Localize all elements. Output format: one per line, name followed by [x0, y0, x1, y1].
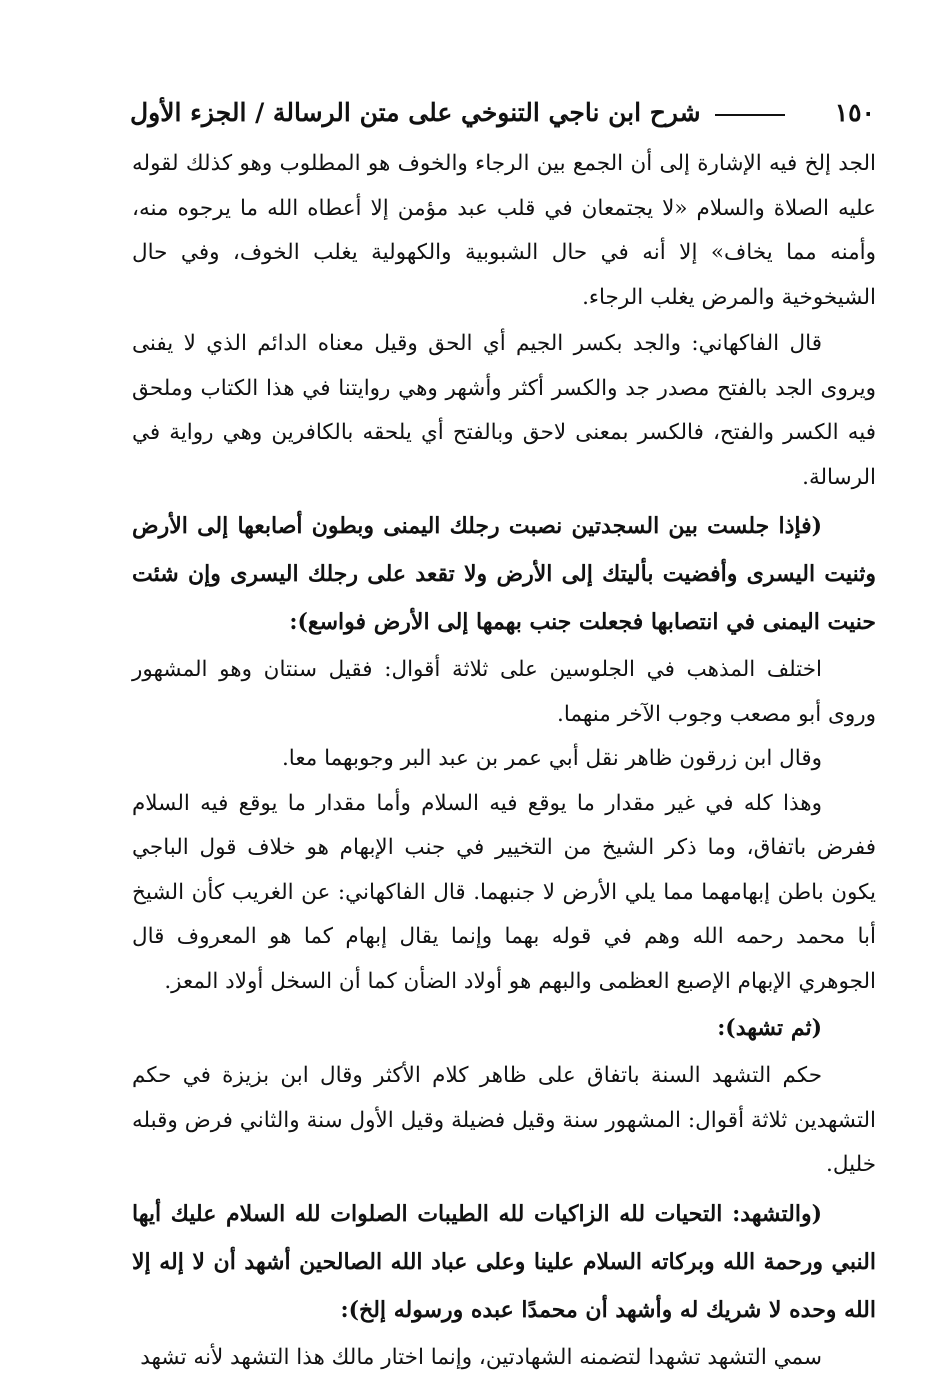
- running-header: [130, 92, 875, 132]
- paragraph-fakihani-jadd: قال الفاكهاني: والجد بكسر الجيم أي الحق وقيل معناه الدائم الذي لا يفنى ويروى الجد بالفتح مصدر جد والكسر أكثر وأشهر وهي روايتنا في هذا الكتاب وملحق فيه الكسر والفتح، فالكسر بمعنى لاحق وبالفتح أي يلحقه بالكافرين وهي رواية في الرسالة.: [132, 331, 876, 490]
- matn-tashahhud-text: (والتشهد: التحيات لله الزاكيات لله الطيبات الصلوات لله السلام عليك أيها النبي ورحمة الله وبركاته السلام علينا وعلى عباد الله الصالحين أشهد أن لا إله إلا الله وحده لا شريك له وأشهد أن محمدًا عبده ورسوله إلخ):: [132, 1200, 876, 1323]
- paragraph-salam-obligation: وهذا كله في غير مقدار ما يوقع فيه السلام وأما مقدار ما يوقع فيه السلام ففرض باتفاق، وما ذكر الشيخ من التخيير في جنب الإبهام هو خلاف قول الباجي يكون باطن إبهامهما مما يلي الأرض لا جنبهما. قال الفاكهاني: عن الغريب كأن الشيخ أبا محمد رحمه الله وهم في قوله بهما وإنما يقال إبهام كما هو المعروف قال الجوهري الإبهام الإصبع العظمى والبهم هو أولاد الضأن كما أن السخل أولاد المعز.: [132, 790, 876, 994]
- paragraph-ibn-zarqun: وقال ابن زرقون ظاهر نقل أبي عمر بن عبد البر وجوبهما معا.: [281, 746, 822, 771]
- running-title: شرح ابن ناجي التنوخي على متن الرسالة / الجزء الأول: [130, 97, 701, 127]
- matn-sitting-between-prostrations: (فإذا جلست بين السجدتين نصبت رجلك اليمنى وبطون أصابعها إلى الأرض وثنيت اليسرى وأفضيت بأليتك إلى الأرض ولا تقعد على رجلك اليسرى وإن شئت حنيت اليمنى في انتصابها فجعلت جنب بهمها إلى الأرض فواسع):: [132, 513, 876, 635]
- paragraph-tashahhud-naming: سمي التشهد تشهدا لتضمنه الشهادتين، وإنما اختار مالك هذا التشهد لأنه تشهد: [140, 1344, 822, 1370]
- header-rule: [715, 114, 785, 116]
- matn-then-tashahhud: (ثم تشهد):: [717, 1015, 822, 1041]
- paragraph-tashahhud-ruling: حكم التشهد السنة باتفاق على ظاهر كلام الأكثر وقال ابن بزيزة في حكم التشهدين ثلاثة أقوال: المشهور سنة وقيل فضيلة وقيل الأول سنة والثاني فرض وقبله خليل.: [132, 1063, 876, 1177]
- page-body: [132, 142, 876, 1380]
- page-number: ١٥٠: [834, 97, 875, 127]
- paragraph-hope-and-fear: الجد إلخ فيه الإشارة إلى أن الجمع بين الرجاء والخوف هو المطلوب وهو كذلك لقوله عليه الصلاة والسلام «لا يجتمعان في قلب عبد مؤمن إلا أعطاه الله ما يرجوه منه، وأمنه مما يخاف» إلا أنه في حال الشبوبية والكهولية يغلب الخوف، وفي حال الشيخوخية والمرض يغلب الرجاء.: [132, 151, 876, 310]
- paragraph-madhhab-disagreement: اختلف المذهب في الجلوسين على ثلاثة أقوال: فقيل سنتان وهو المشهور وروى أبو مصعب وجوب الآخر منهما.: [132, 657, 876, 727]
